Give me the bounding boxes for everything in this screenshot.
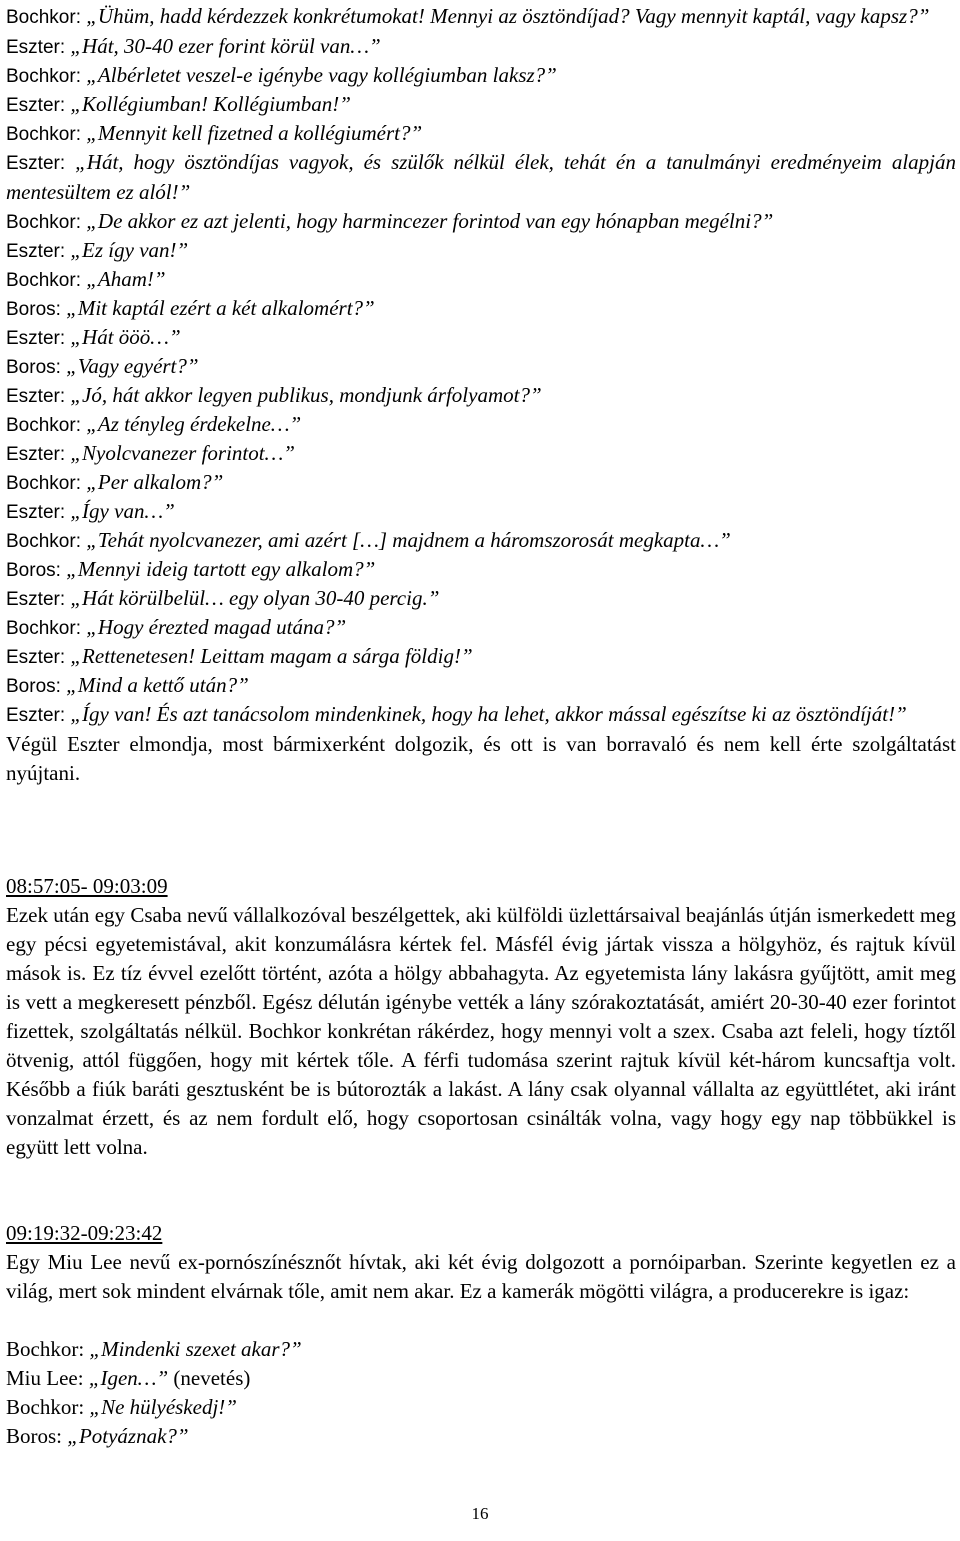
- dialogue-line: [6, 555, 956, 584]
- dialogue-line: [6, 148, 956, 207]
- dialogue-line: [6, 671, 956, 700]
- dialogue-line: [6, 352, 956, 381]
- quote-text: „Hát, hogy ösztöndíjas vagyok, és szülők nélkül élek, tehát én a tanulmányi eredményeim alapján mentesültem ez alól!”: [6, 150, 957, 204]
- speaker-name: Bochkor:: [6, 531, 81, 552]
- dialogue-line: [6, 613, 956, 642]
- dialogue-line: [6, 497, 956, 526]
- quote-text: „Aham!”: [86, 267, 166, 291]
- quote-text: „Hát körülbelül… egy olyan 30-40 percig.”: [70, 586, 440, 610]
- quote-text: „Mit kaptál ezért a két alkalomért?”: [66, 296, 375, 320]
- dialogue-line: [6, 642, 956, 671]
- speaker-name: Bochkor:: [6, 1395, 85, 1419]
- section-paragraph-1: Ezek után egy Csaba nevű vállalkozóval beszélgettek, aki külföldi üzlettársaival beajánlás útján ismerkedett meg egy pécsi egyetemistával, akit konzumálásra kértek fel. Másfél évig jártak vissza a hölgyhöz, és rajtuk kívül mások is. Ez tíz évvel ezelőtt történt, azóta a hölgy abbahagyta. Az egyetemista lány lakásra gyűjtött, amit meg is vett a megkeresett pénzből. Egész délután igénybe vették a lány szórakoztatását, amiért 20-30-40 ezer forintot fizettek, szolgáltatás nélkül. Bochkor konkrétan rákérdez, hogy mennyi volt a szex. Csaba azt feleli, hogy tíztől ötvenig, attól függően, hogy mit kértek tőle. A férfi tudomása szerint rajtuk kívül két-három kuncsaftja volt. Később a fiúk baráti gesztusként be is bútorozták a lakást. A lány csak olyannal vállalta az együttlétet, aki iránt vonzalmat érzett, és az nem fordult elő, hogy csoportosan csinálták volna, vagy hogy egy nap többükkel is együtt lett volna.: [6, 903, 956, 1159]
- quote-text: „Ne hülyéskedj!”: [89, 1395, 237, 1419]
- quote-text: „Nyolcvanezer forintot…”: [70, 441, 295, 465]
- page-number: 16: [471, 1504, 489, 1523]
- dialogue-line: [6, 90, 956, 119]
- speaker-name: Eszter:: [6, 386, 66, 407]
- speaker-name: Boros:: [6, 299, 61, 320]
- dialogue-line: [6, 2, 956, 32]
- dialogue-line: [6, 294, 956, 323]
- speaker-name: Bochkor:: [6, 473, 81, 494]
- quote-text: „Hát, 30-40 ezer forint körül van…”: [70, 34, 381, 58]
- dialogue-line: [6, 410, 956, 439]
- quote-text: „Rettenetesen! Leittam magam a sárga földig!”: [70, 644, 473, 668]
- dialogue-block-2: [6, 1335, 956, 1451]
- speaker-name: Eszter:: [6, 153, 66, 174]
- section-timestamp-2: [6, 1219, 956, 1248]
- quote-text: „Hogy érezted magad utána?”: [86, 615, 347, 639]
- quote-text: „De akkor ez azt jelenti, hogy harmincezer forintod van egy hónapban megélni?”: [86, 209, 774, 233]
- timestamp: 09:19:32-09:23:42: [6, 1221, 163, 1245]
- dialogue-line: [6, 119, 956, 148]
- speaker-name: Boros:: [6, 560, 61, 581]
- quote-text: „Mind a kettő után?”: [66, 673, 249, 697]
- dialogue-line: [6, 61, 956, 90]
- dialogue-line: [6, 207, 956, 236]
- timestamp: 08:57:05- 09:03:09: [6, 874, 168, 898]
- speaker-name: Bochkor:: [6, 618, 81, 639]
- speaker-name: Boros:: [6, 357, 61, 378]
- quote-text: „Mindenki szexet akar?”: [89, 1337, 302, 1361]
- stage-direction: (nevetés): [168, 1366, 251, 1390]
- speaker-name: Eszter:: [6, 647, 66, 668]
- quote-text: „Potyáznak?”: [67, 1424, 189, 1448]
- speaker-name: Eszter:: [6, 241, 66, 262]
- dialogue-line: [6, 236, 956, 265]
- speaker-name: Eszter:: [6, 95, 66, 116]
- dialogue-line: [6, 1422, 956, 1451]
- quote-text: „Így van…”: [70, 499, 175, 523]
- quote-text: „Kollégiumban! Kollégiumban!”: [70, 92, 351, 116]
- speaker-name: Miu Lee:: [6, 1366, 84, 1390]
- speaker-name: Bochkor:: [6, 270, 81, 291]
- quote-text: „Ez így van!”: [70, 238, 189, 262]
- quote-text: „Így van! És azt tanácsolom mindenkinek, hogy ha lehet, akkor mással egészítse ki az ösztöndíját!”: [70, 702, 907, 726]
- speaker-name: Boros:: [6, 1424, 63, 1448]
- dialogue-block: [6, 2, 956, 788]
- section-paragraph-2: Egy Miu Lee nevű ex-pornószínésznőt hívtak, aki két évig dolgozott a pornóiparban. Szerinte kegyetlen ez a világ, mert sok mindent elvárnak tőle, amit nem akar. Ez a kamerák mögötti világra, a producerekre is igaz:: [6, 1250, 956, 1303]
- speaker-name: Eszter:: [6, 444, 66, 465]
- dialogue-line: [6, 1364, 956, 1393]
- quote-text: „Mennyit kell fizetned a kollégiumért?”: [86, 121, 423, 145]
- speaker-name: Bochkor:: [6, 7, 81, 28]
- quote-text: „Mennyi ideig tartott egy alkalom?”: [66, 557, 376, 581]
- speaker-name: Bochkor:: [6, 1337, 85, 1361]
- dialogue-line: [6, 526, 956, 555]
- speaker-name: Bochkor:: [6, 124, 81, 145]
- quote-text: „Igen…”: [88, 1366, 169, 1390]
- dialogue-line: [6, 323, 956, 352]
- quote-text: „Albérletet veszel-e igénybe vagy kollégiumban laksz?”: [86, 63, 557, 87]
- speaker-name: Eszter:: [6, 502, 66, 523]
- speaker-name: Eszter:: [6, 705, 66, 726]
- section-timestamp-1: [6, 872, 956, 901]
- quote-text: „Hát ööö…”: [70, 325, 181, 349]
- dialogue-line: [6, 32, 956, 61]
- dialogue-line: [6, 700, 956, 730]
- quote-text: „Jó, hát akkor legyen publikus, mondjunk árfolyamot?”: [70, 383, 542, 407]
- speaker-name: Bochkor:: [6, 415, 81, 436]
- quote-text: „Ühüm, hadd kérdezzek konkrétumokat! Mennyi az ösztöndíjad? Vagy mennyit kaptál, vagy kapsz?”: [86, 4, 930, 28]
- dialogue-line: [6, 468, 956, 497]
- dialogue-line: [6, 381, 956, 410]
- speaker-name: Boros:: [6, 676, 61, 697]
- speaker-name: Eszter:: [6, 589, 66, 610]
- quote-text: „Tehát nyolcvanezer, ami azért […] majdnem a háromszorosát megkapta…”: [86, 528, 731, 552]
- quote-text: „Az tényleg érdekelne…”: [86, 412, 302, 436]
- speaker-name: Bochkor:: [6, 66, 81, 87]
- speaker-name: Eszter:: [6, 328, 66, 349]
- summary-paragraph: Végül Eszter elmondja, most bármixerként dolgozik, és ott is van borravaló és nem kell érte szolgáltatást nyújtani.: [6, 732, 956, 785]
- dialogue-line: [6, 1393, 956, 1422]
- quote-text: „Per alkalom?”: [86, 470, 224, 494]
- dialogue-line: [6, 439, 956, 468]
- dialogue-line: [6, 584, 956, 613]
- speaker-name: Bochkor:: [6, 212, 81, 233]
- speaker-name: Eszter:: [6, 37, 66, 58]
- dialogue-line: [6, 1335, 956, 1364]
- quote-text: „Vagy egyért?”: [66, 354, 199, 378]
- dialogue-line: [6, 265, 956, 294]
